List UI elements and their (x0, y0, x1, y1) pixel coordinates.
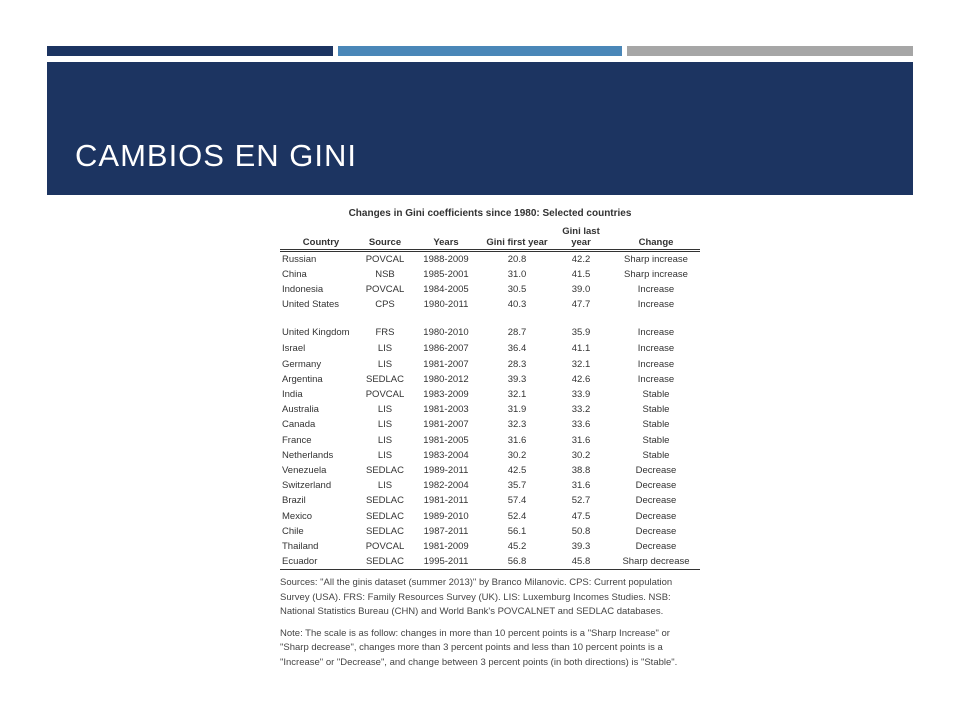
cell-country: Israel (282, 343, 306, 355)
cell-gini-last: 33.9 (571, 388, 591, 400)
table-row (280, 387, 700, 402)
cell-source: SEDLAC (365, 525, 404, 537)
cell-change: Increase (637, 327, 675, 339)
table-row (280, 524, 700, 539)
cell-years: 1981-2009 (423, 540, 469, 552)
cell-gini-last: 32.1 (571, 358, 591, 370)
cell-country: Argentina (282, 373, 323, 385)
table-row (280, 509, 700, 524)
cell-gini-first: 28.3 (507, 358, 527, 370)
cell-source: LIS (377, 419, 393, 431)
cell-gini-first: 39.3 (507, 373, 527, 385)
cell-country: Switzerland (282, 480, 332, 492)
cell-source: POVCAL (365, 253, 405, 265)
accent-bar-blue (338, 46, 622, 56)
cell-gini-last: 47.5 (571, 510, 591, 522)
cell-change: Decrease (635, 464, 677, 476)
table-row (280, 463, 700, 478)
cell-gini-last: 45.8 (550, 554, 612, 570)
column-header-country: Country (280, 220, 362, 250)
cell-gini-first: 40.3 (507, 299, 527, 311)
cell-change: Increase (637, 373, 675, 385)
cell-gini-last: 42.2 (571, 253, 591, 265)
cell-gini-last: 52.7 (571, 495, 591, 507)
table-header-row (280, 220, 700, 250)
cell-country: Ecuador (280, 554, 362, 570)
cell-country: Indonesia (282, 283, 324, 295)
cell-gini-last: 38.8 (571, 464, 591, 476)
cell-country: Chile (282, 525, 304, 537)
gini-table (280, 220, 700, 570)
cell-country: Thailand (282, 540, 319, 552)
cell-gini-last: 31.6 (571, 434, 591, 446)
cell-gini-first: 35.7 (507, 480, 527, 492)
cell-country: Brazil (282, 495, 306, 507)
cell-source: SEDLAC (365, 510, 404, 522)
cell-source: SEDLAC (362, 554, 408, 570)
cell-source: LIS (377, 480, 393, 492)
cell-gini-last: 33.2 (571, 404, 591, 416)
column-header-gini-first: Gini first year (484, 220, 550, 250)
cell-source: LIS (377, 449, 393, 461)
cell-change: Stable (642, 404, 670, 416)
cell-change: Stable (642, 388, 670, 400)
scale-note: Note: The scale is as follow: changes in more than 10 percent points is a "Sharp Increase" or "Sharp decrease", changes more than 3 percent points and less than 10 percent points is a "Increase" or "Decrease", and change between 3 percent points (in both directions) is "Stable". (280, 627, 678, 668)
cell-change: Decrease (635, 525, 677, 537)
cell-country: Netherlands (282, 449, 334, 461)
cell-years: 1981-2011 (423, 495, 469, 507)
cell-country: Canada (282, 419, 316, 431)
cell-country: Germany (282, 358, 322, 370)
cell-source: LIS (377, 343, 393, 355)
table-row (280, 341, 700, 356)
cell-source: NSB (375, 268, 395, 280)
cell-change: Increase (637, 343, 675, 355)
table-row (280, 297, 700, 312)
table-row (280, 267, 700, 282)
cell-change: Sharp increase (624, 253, 688, 265)
table-figure (280, 207, 700, 670)
table-row (280, 282, 700, 297)
table-row (280, 433, 700, 448)
cell-change: Stable (642, 434, 670, 446)
cell-gini-last: 39.0 (571, 283, 591, 295)
cell-years: 1988-2009 (423, 253, 469, 265)
cell-change: Decrease (635, 480, 677, 492)
cell-country: India (282, 388, 303, 400)
cell-years: 1980-2011 (423, 299, 469, 311)
cell-source: SEDLAC (365, 373, 404, 385)
table-row (280, 478, 700, 493)
cell-gini-last: 31.6 (571, 480, 591, 492)
column-header-source: Source (362, 220, 408, 250)
cell-years: 1980-2010 (423, 327, 469, 339)
cell-source: FRS (375, 327, 395, 339)
cell-years: 1986-2007 (423, 343, 469, 355)
accent-bar-gray (627, 46, 913, 56)
cell-years: 1983-2009 (423, 388, 469, 400)
table-row (280, 448, 700, 463)
cell-change: Sharp increase (624, 268, 688, 280)
cell-gini-first: 42.5 (507, 464, 527, 476)
cell-gini-last: 41.1 (571, 343, 591, 355)
cell-gini-first: 45.2 (507, 540, 527, 552)
table-row (280, 312, 700, 341)
cell-gini-first: 52.4 (507, 510, 527, 522)
cell-gini-first: 30.2 (507, 449, 527, 461)
cell-gini-last: 41.5 (571, 268, 591, 280)
cell-country: United States (282, 299, 340, 311)
cell-change: Decrease (635, 540, 677, 552)
cell-source: POVCAL (365, 283, 405, 295)
table-row (280, 493, 700, 508)
cell-country: United Kingdom (282, 327, 350, 339)
cell-years: 1981-2003 (423, 404, 469, 416)
table-title: Changes in Gini coefficients since 1980: Selected countries (348, 208, 632, 219)
cell-gini-first: 31.6 (507, 434, 527, 446)
cell-gini-first: 30.5 (507, 283, 527, 295)
table-row (280, 554, 700, 570)
cell-gini-first: 56.8 (484, 554, 550, 570)
cell-change: Stable (642, 419, 670, 431)
table-row (280, 372, 700, 387)
table-body (280, 250, 700, 570)
table-row (280, 357, 700, 372)
cell-country: Venezuela (282, 464, 327, 476)
cell-gini-first: 36.4 (507, 343, 527, 355)
cell-gini-first: 28.7 (507, 327, 527, 339)
cell-source: POVCAL (365, 540, 405, 552)
cell-gini-last: 33.6 (571, 419, 591, 431)
cell-years: 1980-2012 (423, 373, 469, 385)
cell-gini-last: 47.7 (571, 299, 591, 311)
table-row (280, 417, 700, 432)
cell-country: Russian (282, 253, 317, 265)
cell-years: 1983-2004 (423, 449, 469, 461)
cell-country: China (282, 268, 307, 280)
cell-years: 1981-2005 (423, 434, 469, 446)
cell-gini-first: 56.1 (507, 525, 527, 537)
cell-change: Increase (637, 283, 675, 295)
cell-years: 1981-2007 (423, 419, 469, 431)
cell-years: 1984-2005 (423, 283, 469, 295)
cell-gini-first: 57.4 (507, 495, 527, 507)
cell-gini-last: 42.6 (571, 373, 591, 385)
cell-change: Decrease (635, 510, 677, 522)
cell-gini-first: 31.9 (507, 404, 527, 416)
cell-change: Increase (637, 299, 675, 311)
cell-country: Mexico (282, 510, 313, 522)
table-row (280, 250, 700, 267)
cell-source: LIS (377, 434, 393, 446)
cell-gini-first: 32.3 (507, 419, 527, 431)
cell-gini-first: 31.0 (507, 268, 527, 280)
cell-change: Increase (637, 358, 675, 370)
cell-source: LIS (377, 358, 393, 370)
cell-gini-last: 50.8 (571, 525, 591, 537)
cell-gini-last: 39.3 (571, 540, 591, 552)
sources-note: Sources: "All the ginis dataset (summer 2013)" by Branco Milanovic. CPS: Current population Survey (USA). FRS: Family Resources Survey (UK). LIS: Luxemburg Incomes Studies. NSB: National Statistics Bureau (CHN) and World Bank's POVCALNET and SEDLAC databases. (280, 577, 673, 618)
cell-years: 1989-2010 (423, 510, 469, 522)
cell-source: CPS (375, 299, 395, 311)
table-row (280, 539, 700, 554)
cell-source: POVCAL (365, 388, 405, 400)
cell-gini-last: 35.9 (571, 327, 591, 339)
cell-years: 1981-2007 (423, 358, 469, 370)
slide-title: CAMBIOS EN GINI (75, 138, 357, 173)
table-row (280, 402, 700, 417)
cell-years: 1987-2011 (423, 525, 469, 537)
column-header-years: Years (408, 220, 484, 250)
accent-bar-dark (47, 46, 333, 56)
column-header-gini-last: Gini last year (550, 220, 612, 250)
cell-years: 1995-2011 (408, 554, 484, 570)
cell-change: Decrease (635, 495, 677, 507)
column-header-change: Change (612, 220, 700, 250)
cell-change: Stable (642, 449, 670, 461)
cell-country: Australia (282, 404, 319, 416)
cell-years: 1989-2011 (423, 464, 469, 476)
cell-years: 1985-2001 (423, 268, 469, 280)
cell-gini-first: 32.1 (507, 388, 527, 400)
cell-gini-first: 20.8 (507, 253, 527, 265)
cell-source: LIS (377, 404, 393, 416)
cell-gini-last: 30.2 (571, 449, 591, 461)
cell-years: 1982-2004 (423, 480, 469, 492)
title-banner (47, 62, 913, 195)
cell-change: Sharp decrease (612, 554, 700, 570)
cell-source: SEDLAC (365, 464, 404, 476)
cell-country: France (282, 434, 312, 446)
cell-source: SEDLAC (365, 495, 404, 507)
